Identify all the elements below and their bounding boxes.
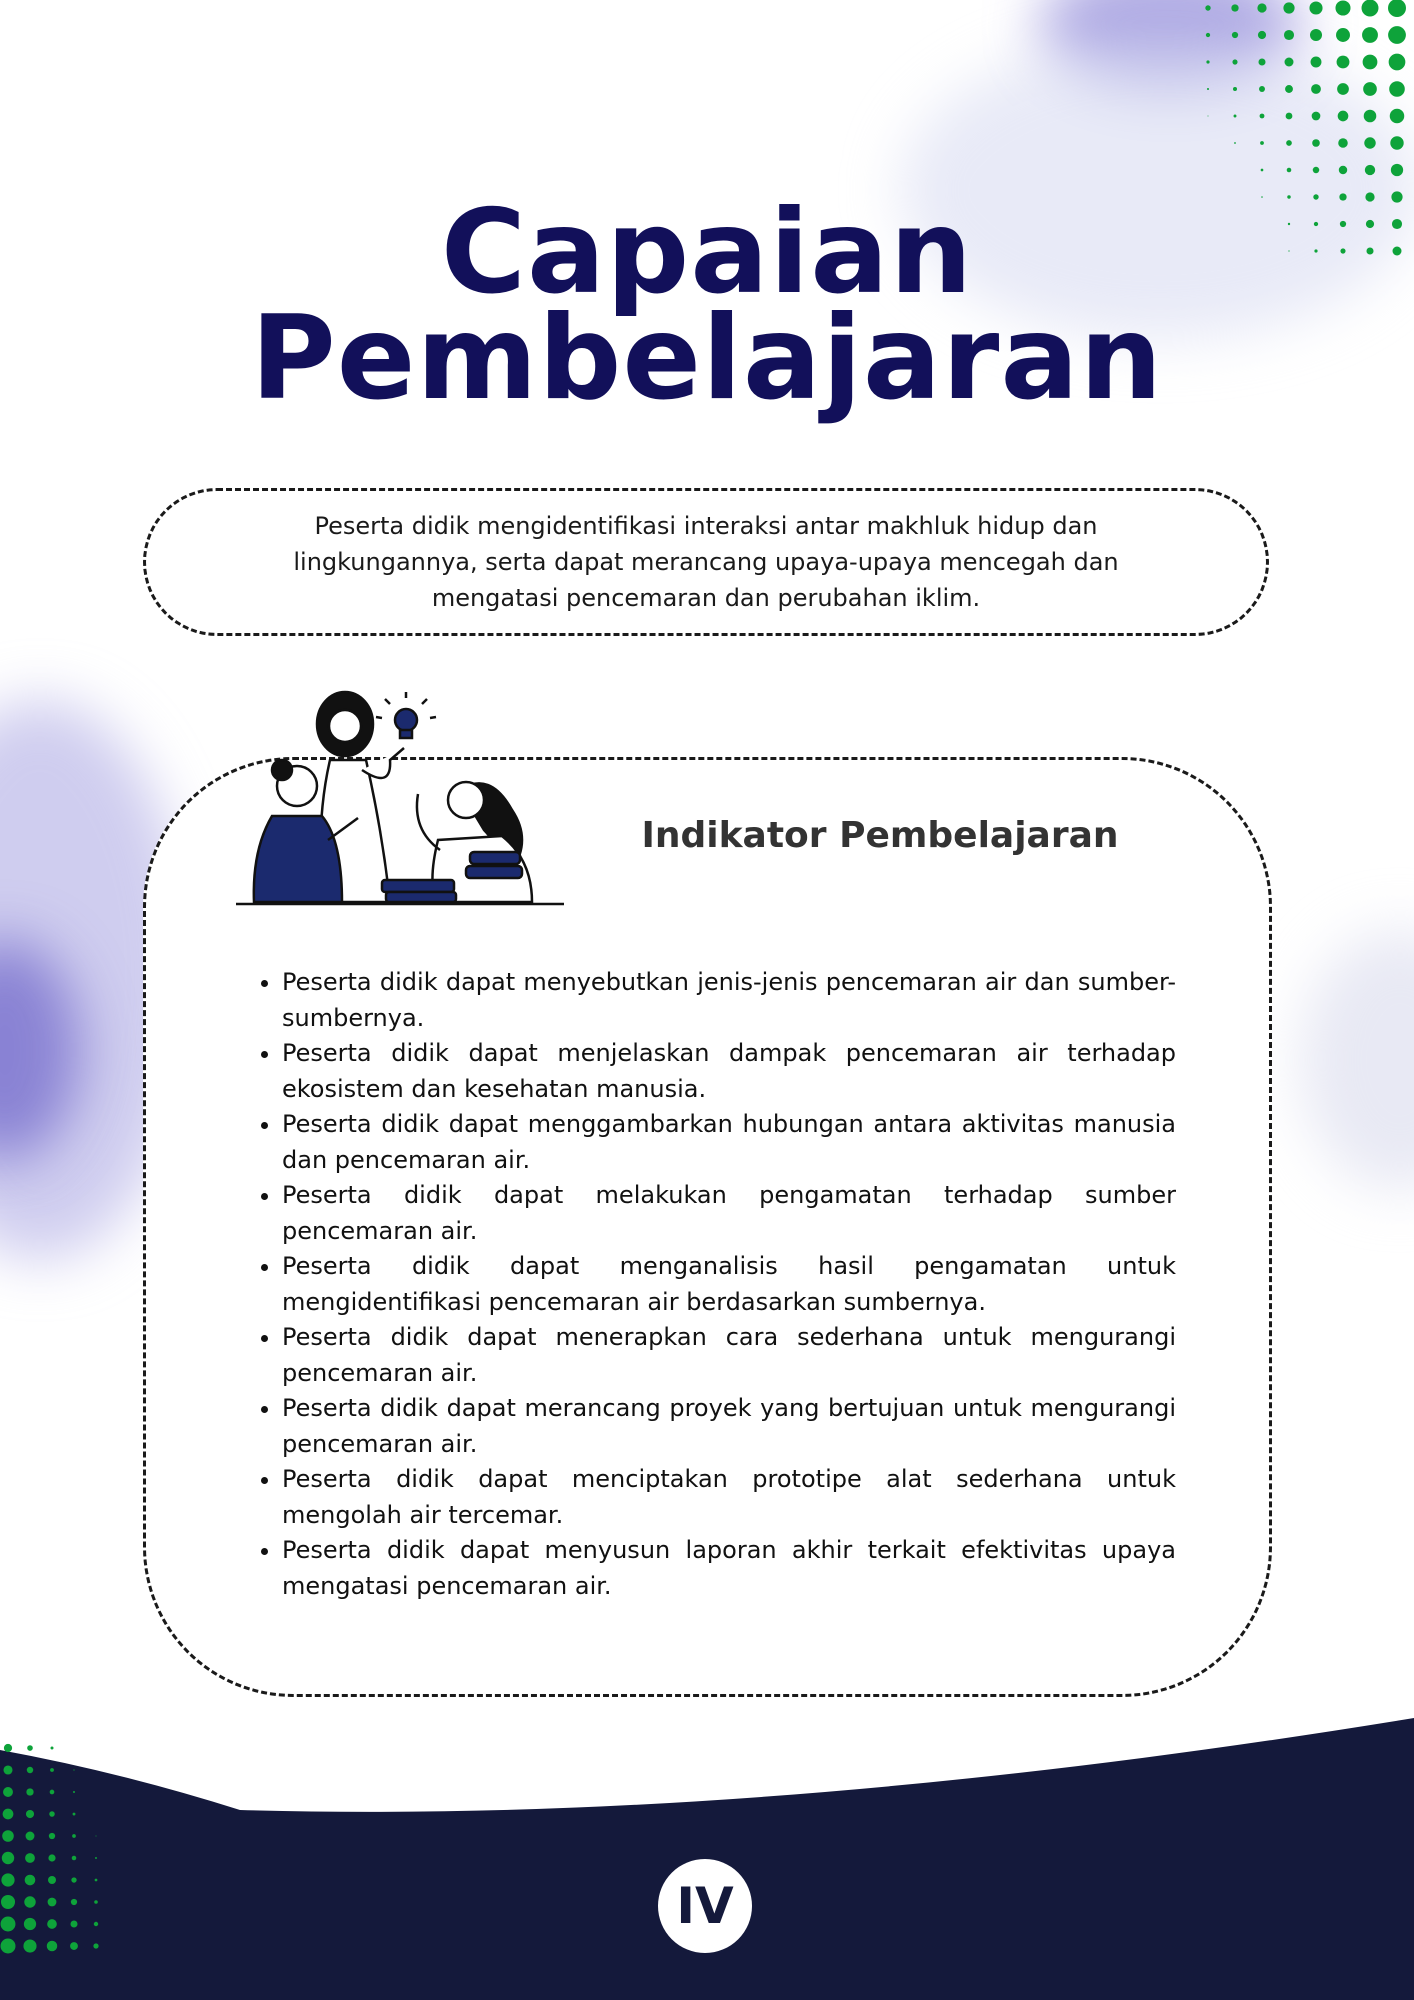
halftone-dot	[1261, 169, 1264, 172]
halftone-dot	[24, 1896, 35, 1907]
halftone-dot	[47, 1919, 57, 1929]
indikator-title: Indikator Pembelajaran	[641, 815, 1119, 856]
halftone-dot	[24, 1918, 36, 1930]
halftone-dot	[1363, 82, 1377, 96]
halftone-dot	[70, 1942, 78, 1950]
halftone-dot	[25, 1875, 36, 1886]
halftone-dot	[49, 1811, 55, 1817]
halftone-dot	[4, 1744, 12, 1752]
list-item: • Peserta didik dapat menerapkan cara sederhana untuk mengurangi pencemaran air.	[282, 1320, 1176, 1391]
footer-wave	[0, 1700, 1414, 2000]
lightbulb-icon	[376, 692, 436, 738]
halftone-dot	[1206, 60, 1209, 63]
halftone-dot	[1284, 30, 1294, 40]
halftone-dot	[48, 1876, 56, 1884]
halftone-dot	[50, 1790, 55, 1795]
capaian-box	[143, 488, 1269, 636]
halftone-dot	[1363, 55, 1378, 70]
halftone-dot	[1338, 111, 1349, 122]
halftone-dot	[1, 1895, 15, 1909]
halftone-dot	[23, 1939, 36, 1952]
halftone-dot	[1337, 56, 1350, 69]
halftone-dot	[1311, 84, 1321, 94]
halftone-dot	[1362, 0, 1379, 16]
halftone-dot	[27, 1745, 33, 1751]
halftone-dot	[95, 1835, 96, 1836]
list-item: • Peserta didik dapat menjelaskan dampak pencemaran air terhadap ekosistem dan kesehatan manusia.	[282, 1036, 1176, 1107]
halftone-dot	[1365, 165, 1375, 175]
halftone-dot	[1232, 59, 1237, 64]
halftone-dot	[95, 1879, 98, 1882]
halftone-dot	[1, 1917, 16, 1932]
halftone-dot	[3, 1809, 14, 1820]
halftone-dot	[1337, 83, 1349, 95]
halftone-dot	[26, 1788, 33, 1795]
halftone-dot	[48, 1854, 55, 1861]
halftone-dots-bottom-left	[0, 1740, 130, 2000]
halftone-dot	[72, 1834, 76, 1838]
halftone-dot	[1285, 58, 1294, 67]
halftone-dot	[1338, 138, 1348, 148]
students-illustration	[232, 690, 582, 910]
halftone-dot	[1335, 0, 1350, 15]
halftone-dot	[1260, 141, 1264, 145]
halftone-dot	[1336, 28, 1350, 42]
halftone-dot	[1388, 0, 1406, 17]
halftone-dot	[71, 1899, 77, 1905]
title-line-2: Pembelajaran	[250, 291, 1164, 426]
halftone-dot	[95, 1857, 97, 1859]
books-stack	[382, 880, 456, 902]
halftone-dot	[1233, 87, 1237, 91]
halftone-dot	[1, 1873, 14, 1886]
list-item: • Peserta didik dapat menggambarkan hubungan antara aktivitas manusia dan pencemaran air.	[282, 1107, 1176, 1178]
halftone-dot	[1339, 166, 1347, 174]
list-item: • Peserta didik dapat melakukan pengamatan terhadap sumber pencemaran air.	[282, 1178, 1176, 1249]
halftone-dot	[50, 1768, 54, 1772]
halftone-dot	[70, 1920, 77, 1927]
halftone-dot	[27, 1767, 33, 1773]
halftone-dot	[1258, 31, 1266, 39]
title-line-1: Capaian	[440, 185, 974, 320]
halftone-dot	[1, 1939, 16, 1954]
indikator-list	[250, 965, 1176, 1604]
halftone-dot	[73, 1813, 76, 1816]
halftone-dot	[1309, 1, 1322, 14]
halftone-dot	[49, 1833, 55, 1839]
halftone-dot	[2, 1830, 14, 1842]
halftone-dot	[2, 1852, 14, 1864]
halftone-dot	[1389, 81, 1405, 97]
halftone-dot	[1287, 168, 1292, 173]
halftone-dot	[1260, 114, 1265, 119]
halftone-dot	[1232, 32, 1238, 38]
halftone-dot	[1205, 5, 1210, 10]
list-item: • Peserta didik dapat menyebutkan jenis-jenis pencemaran air dan sumber-sumbernya.	[282, 965, 1176, 1036]
halftone-dot	[1234, 115, 1237, 118]
halftone-dot	[1312, 139, 1320, 147]
halftone-dot	[3, 1787, 13, 1797]
list-item: • Peserta didik dapat menciptakan prototipe alat sederhana untuk mengolah air tercemar.	[282, 1462, 1176, 1533]
halftone-dot	[1310, 29, 1322, 41]
list-item: • Peserta didik dapat merancang proyek yang bertujuan untuk mengurangi pencemaran air.	[282, 1391, 1176, 1462]
halftone-dot	[1283, 2, 1294, 13]
halftone-dot	[1285, 85, 1293, 93]
list-item: • Peserta didik dapat menyusun laporan akhir terkait efektivitas upaya mengatasi pencemaran air.	[282, 1533, 1176, 1604]
halftone-dot	[51, 1747, 54, 1750]
halftone-dot	[94, 1922, 98, 1926]
capaian-text: Peserta didik mengidentifikasi interaksi antar makhluk hidup dan lingkungannya, serta dapat merancang upaya-upaya mencegah dan mengatasi pencemaran dan perubahan iklim.	[293, 512, 1119, 612]
halftone-dot	[26, 1810, 34, 1818]
halftone-dot	[25, 1853, 35, 1863]
halftone-dot	[1364, 137, 1375, 148]
halftone-dot	[1286, 140, 1292, 146]
halftone-dot	[1261, 196, 1263, 198]
halftone-dot	[1362, 27, 1378, 43]
halftone-dot	[1257, 3, 1266, 12]
halftone-dot	[1391, 164, 1403, 176]
halftone-dot	[1286, 113, 1293, 120]
halftone-dot	[1390, 136, 1403, 149]
halftone-dot	[93, 1943, 98, 1948]
halftone-dot	[1234, 142, 1236, 144]
halftone-dot	[1311, 57, 1322, 68]
halftone-dot	[94, 1900, 98, 1904]
page-number-badge	[658, 1859, 752, 1953]
halftone-dot	[1231, 4, 1238, 11]
halftone-dot	[1313, 167, 1320, 174]
list-item: • Peserta didik dapat menganalisis hasil pengamatan untuk mengidentifikasi pencemaran air berdasarkan sumbernya.	[282, 1249, 1176, 1320]
halftone-dot	[1207, 88, 1209, 90]
page-title	[0, 185, 1414, 426]
halftone-dot	[1258, 58, 1265, 65]
halftone-dot	[47, 1941, 58, 1952]
cloud-right	[1300, 930, 1414, 1190]
halftone-dot	[1208, 116, 1209, 117]
halftone-dot	[1389, 54, 1406, 71]
halftone-dot	[73, 1791, 75, 1793]
halftone-dot	[48, 1898, 57, 1907]
halftone-dot	[1390, 109, 1405, 124]
halftone-dot	[26, 1832, 35, 1841]
halftone-dot	[1259, 86, 1265, 92]
halftone-dot	[1287, 195, 1290, 198]
halftone-dot	[73, 1769, 74, 1770]
page-number: IV	[676, 1877, 734, 1935]
halftone-dot	[3, 1765, 12, 1774]
halftone-dot	[1313, 194, 1318, 199]
halftone-dot	[1364, 110, 1377, 123]
halftone-dot	[1388, 26, 1406, 44]
halftone-dot	[1312, 112, 1321, 121]
halftone-dot	[71, 1877, 76, 1882]
halftone-dot	[72, 1856, 77, 1861]
halftone-dot	[1206, 33, 1210, 37]
